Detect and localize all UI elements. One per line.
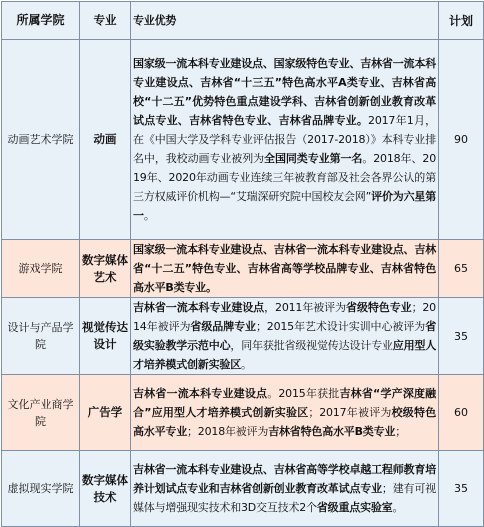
advantage-text-segment: 省级重点实验室 bbox=[316, 501, 393, 514]
advantage-cell bbox=[131, 298, 439, 375]
advantage-text-segment: 吉林省一流本科专业建设点、吉林省高等学校卓越工程师教育培养计划试点专业和吉林省创新创业教育改革试点专业 bbox=[133, 463, 436, 495]
advantage-text-segment: 2017年1月，在《中国大学及学科专业评估报告（2017-2018）》本科专业排名中，我校动画专业被列为 bbox=[133, 114, 436, 165]
advantage-text-segment: 吉林省一流本科专业建设点 bbox=[133, 301, 265, 314]
school-cell: 游戏学院 bbox=[2, 240, 80, 298]
advantage-text-segment: 省级实验教学示范中心 bbox=[133, 320, 436, 352]
advantage-text-segment: ；建有可视媒体与增强现实技术和3D交互技术2个 bbox=[133, 482, 436, 514]
school-cell: 虚拟现实学院 bbox=[2, 451, 80, 527]
advantage-text-segment: 吉林省一流本科专业建设点 bbox=[133, 387, 268, 400]
header-advantage: 专业优势 bbox=[131, 2, 439, 40]
advantage-text-segment: 评价为六星第一 bbox=[133, 190, 436, 222]
advantage-text-segment: 吉林省“学产深度融合”应用型人才培养模式创新实验区 bbox=[133, 387, 436, 419]
advantage-text-segment: 省级品牌专业 bbox=[190, 320, 256, 333]
school-cell: 文化产业商学院 bbox=[2, 375, 80, 451]
advantage-text-segment: ，2011年被评为 bbox=[264, 301, 347, 314]
advantage-text-segment: 国家级一流本科专业建设点、国家级特色专业、吉林省一流本科专业建设点、吉林省“十三五”特色高水平A类专业、吉林省高校“十二五”优势特色重点建设学科、吉林省创新创业教育改革试点专业、吉林省特色专业、吉林省品牌专业。 bbox=[133, 57, 436, 127]
advantage-text-segment: 。2015年获批 bbox=[267, 387, 340, 400]
advantage-cell bbox=[131, 375, 439, 451]
plan-cell: 35 bbox=[439, 298, 484, 375]
advantage-text-segment: 省级特色专业 bbox=[346, 301, 412, 314]
advantage-text-segment: ，同年获批省级视觉传达设计专业 bbox=[230, 339, 393, 352]
major-cell: 动画 bbox=[80, 40, 131, 240]
major-cell: 数字媒体艺术 bbox=[80, 240, 131, 298]
school-cell: 动画艺术学院 bbox=[2, 40, 80, 240]
plan-cell: 90 bbox=[439, 40, 484, 240]
table-row bbox=[2, 40, 484, 240]
advantage-text-segment: 吉林省特色高水平B类专业 bbox=[268, 425, 396, 438]
major-cell: 数字媒体技术 bbox=[80, 451, 131, 527]
major-cell: 广告学 bbox=[80, 375, 131, 451]
majors-table bbox=[1, 1, 484, 527]
plan-cell: 35 bbox=[439, 451, 484, 527]
advantage-cell bbox=[131, 240, 439, 298]
header-plan: 计划 bbox=[439, 2, 484, 40]
advantage-text-segment: 。 bbox=[143, 209, 155, 222]
advantage-text-segment: ；2015年艺术设计实训中心被评为 bbox=[255, 320, 426, 333]
advantage-text-segment: 。 bbox=[392, 501, 404, 514]
advantage-text-segment: ；2017年被评为 bbox=[308, 406, 392, 419]
advantage-text-segment: ；2014年被评为 bbox=[133, 301, 436, 333]
table-row bbox=[2, 298, 484, 375]
table-row bbox=[2, 375, 484, 451]
plan-cell: 60 bbox=[439, 375, 484, 451]
advantage-text-segment: 应用型人才培养模式创新实验区 bbox=[133, 339, 437, 371]
plan-cell: 65 bbox=[439, 240, 484, 298]
header-major: 专业 bbox=[80, 2, 131, 40]
table-header-row bbox=[2, 2, 484, 40]
school-cell: 设计与产品学院 bbox=[2, 298, 80, 375]
advantage-text-segment: ；2018年被评为 bbox=[187, 425, 269, 438]
table-row bbox=[2, 240, 484, 298]
advantage-text-segment: 。 bbox=[241, 358, 252, 371]
advantage-cell bbox=[131, 451, 439, 527]
advantage-text-segment: 全国同类专业第一名 bbox=[264, 152, 363, 165]
advantage-cell bbox=[131, 40, 439, 240]
advantage-text-segment: 。2018年、2019年、2020年动画专业连续三年被教育部及社会各界公认的第三方权威评价机构—“艾瑞深研究院中国校友会网” bbox=[133, 152, 436, 203]
table-row bbox=[2, 451, 484, 527]
advantage-text-segment: 校级特色高水平专业 bbox=[133, 406, 436, 438]
header-school: 所属学院 bbox=[2, 2, 80, 40]
advantage-text-segment: ； bbox=[395, 425, 406, 438]
major-cell: 视觉传达设计 bbox=[80, 298, 131, 375]
advantage-text-segment: 国家级一流本科专业建设点、吉林省一流本科专业建设点、吉林省“十二五”特色专业、吉林省高等学校品牌专业、吉林省特色高水平B类专业。 bbox=[133, 243, 436, 294]
